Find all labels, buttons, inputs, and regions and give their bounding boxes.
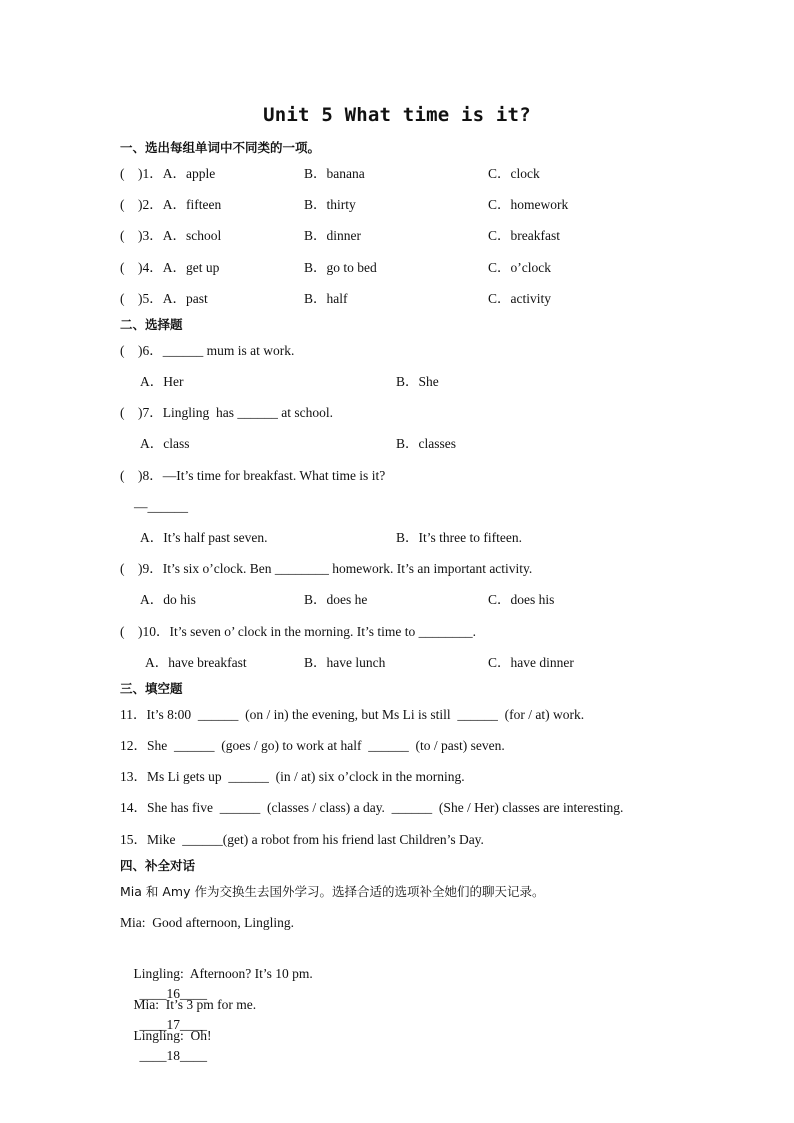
dialogue-line-2	[120, 944, 313, 1001]
dialogue-line-3	[120, 975, 257, 1032]
section-heading-4: 四、补全对话	[120, 858, 196, 873]
question-8-option-b: B．It’s three to fifteen.	[396, 530, 522, 545]
question-7-stem: ( )7．Lingling has ______ at school.	[120, 405, 333, 420]
question-3-option-b: B．dinner	[304, 228, 361, 243]
question-10-option-b: B．have lunch	[304, 655, 386, 670]
dialogue-intro: Mia 和 Amy 作为交换生去国外学习。选择合适的选项补全她们的聊天记录。	[120, 884, 545, 899]
question-4-option-b: B．go to bed	[304, 260, 377, 275]
question-8-answer-line: —______	[134, 499, 188, 514]
question-2-option-a: ( )2．A．fifteen	[120, 197, 222, 212]
dialogue-line-4-text: Lingling: Oh!	[133, 1028, 212, 1043]
question-5-option-a: ( )5．A．past	[120, 291, 208, 306]
dialogue-line-1: Mia: Good afternoon, Lingling.	[120, 915, 294, 930]
question-6-stem: ( )6．______ mum is at work.	[120, 343, 295, 358]
question-1-option-c: C．clock	[488, 166, 540, 181]
question-10-option-c: C．have dinner	[488, 655, 574, 670]
question-3-option-a: ( )3．A．school	[120, 228, 222, 243]
question-10-stem: ( )10．It’s seven o’ clock in the morning. It’s time to ________.	[120, 624, 476, 639]
question-4-option-c: C．o’clock	[488, 260, 551, 275]
question-8-option-a: A．It’s half past seven.	[140, 530, 268, 545]
fill-blank-13: 13．Ms Li gets up ______ (in / at) six o’clock in the morning.	[120, 769, 465, 784]
dialogue-line-2-text: Lingling: Afternoon? It’s 10 pm.	[133, 966, 313, 981]
question-1-option-a: ( )1．A．apple	[120, 166, 216, 181]
question-9-option-b: B．does he	[304, 592, 368, 607]
question-10-option-a: A．have breakfast	[145, 655, 247, 670]
question-row-4	[120, 258, 680, 278]
fill-blank-15: 15．Mike ______(get) a robot from his friend last Children’s Day.	[120, 832, 484, 847]
question-2-option-c: C．homework	[488, 197, 569, 212]
fill-blank-12: 12．She ______ (goes / go) to work at half ______ (to / past) seven.	[120, 738, 505, 753]
question-row-3	[120, 226, 680, 246]
fill-blank-14: 14．She has five ______ (classes / class) a day. ______ (She / Her) classes are interesting.	[120, 800, 624, 815]
question-3-option-c: C．breakfast	[488, 228, 560, 243]
question-6-option-b: B．She	[396, 374, 439, 389]
question-6-option-a: A．Her	[140, 374, 184, 389]
question-4-option-a: ( )4．A．get up	[120, 260, 220, 275]
question-8-stem: ( )8．—It’s time for breakfast. What time is it?	[120, 468, 386, 483]
question-9-option-a: A．do his	[140, 592, 196, 607]
question-2-option-b: B．thirty	[304, 197, 356, 212]
question-row-1	[120, 164, 680, 184]
question-5-option-c: C．activity	[488, 291, 551, 306]
question-1-option-b: B．banana	[304, 166, 365, 181]
dialogue-blank-17: ____17____	[139, 1017, 207, 1032]
section-heading-2: 二、选择题	[120, 317, 183, 332]
question-7-option-b: B．classes	[396, 436, 456, 451]
question-9-stem: ( )9．It’s six o’clock. Ben ________ homework. It’s an important activity.	[120, 561, 533, 576]
fill-blank-11: 11．It’s 8:00 ______ (on / in) the evening, but Ms Li is still ______ (for / at) work.	[120, 707, 585, 722]
dialogue-line-3-text: Mia: It’s 3 pm for me.	[133, 997, 257, 1012]
dialogue-line-4	[120, 1006, 212, 1063]
question-5-option-b: B．half	[304, 291, 348, 306]
section-heading-3: 三、填空题	[120, 681, 183, 696]
worksheet-title: Unit 5 What time is it?	[263, 104, 531, 126]
question-7-option-a: A．class	[140, 436, 190, 451]
question-9-option-c: C．does his	[488, 592, 555, 607]
section-heading-1: 一、选出每组单词中不同类的一项。	[120, 140, 321, 155]
question-row-5	[120, 289, 680, 309]
dialogue-blank-18: ____18____	[139, 1048, 207, 1063]
dialogue-blank-16: ____16____	[139, 986, 207, 1001]
question-row-2	[120, 195, 680, 215]
